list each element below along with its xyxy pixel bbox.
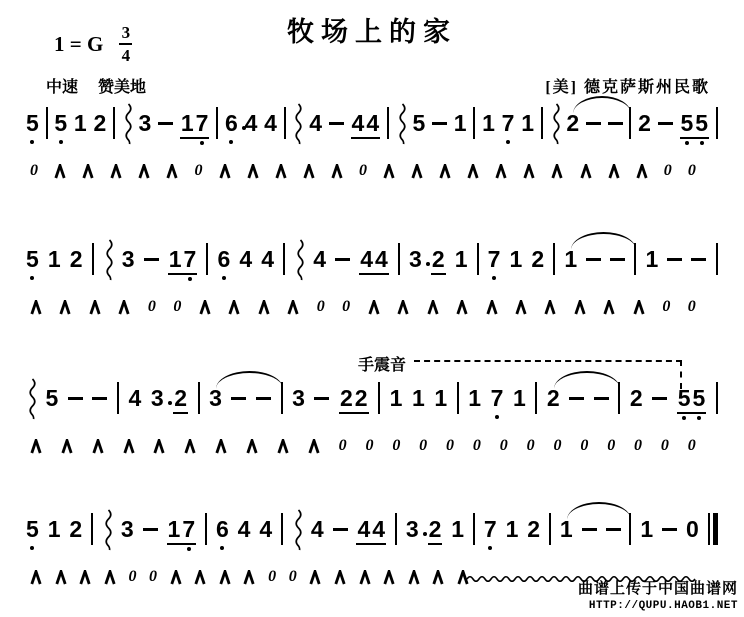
augmentation-dot (426, 262, 430, 266)
note: 1 (468, 385, 482, 411)
dash-sustain (158, 122, 173, 125)
breath-draw-mark (277, 439, 289, 454)
breath-blow-mark: 0 (662, 298, 671, 315)
note: 3 (151, 385, 164, 411)
barline (716, 243, 718, 275)
breath-draw-mark (359, 570, 371, 585)
breath-row-1 (26, 162, 718, 180)
breath-draw-mark (275, 164, 287, 179)
barline (281, 513, 283, 545)
note: 4 (128, 385, 142, 411)
breath-draw-mark (551, 164, 563, 179)
breath-draw-mark (523, 164, 535, 179)
dash-sustain (256, 397, 271, 400)
breath-draw-mark (258, 300, 270, 315)
low-octave-dot (30, 546, 34, 550)
tempo-marking (46, 74, 146, 97)
breath-draw-mark (55, 570, 67, 585)
breath-draw-mark (89, 300, 101, 315)
breath-blow-mark: 0 (365, 437, 374, 454)
note: 1 (454, 246, 468, 272)
note: 7 (488, 246, 501, 272)
breath-draw-mark (397, 300, 409, 315)
breath-row-2 (26, 298, 718, 316)
note: 5 (26, 516, 39, 542)
note: 7 (502, 110, 515, 136)
barline (378, 382, 380, 414)
breath-draw-mark (215, 439, 227, 454)
breath-draw-mark (303, 164, 315, 179)
dash-sustain (582, 528, 597, 531)
barline (117, 382, 119, 414)
breath-draw-mark (574, 300, 586, 315)
beamed-note-group (356, 516, 386, 545)
breath-draw-mark (383, 164, 395, 179)
breath-draw-mark (246, 439, 258, 454)
note-row-3 (26, 385, 718, 421)
final-barline (708, 513, 718, 545)
tie-arc (573, 96, 632, 114)
note: 4 (313, 246, 327, 272)
dash-sustain (314, 397, 329, 400)
low-octave-dot (506, 140, 510, 144)
note-row-4 (26, 516, 718, 552)
note: 5 (26, 246, 39, 272)
breath-draw-mark (456, 300, 468, 315)
augmentation-dot (168, 401, 172, 405)
breath-blow-mark: 0 (194, 162, 203, 179)
note: 5 (26, 110, 39, 136)
dash-sustain (652, 397, 667, 400)
dash-sustain (335, 258, 350, 261)
note: 1 (512, 385, 526, 411)
breath-blow-mark: 0 (30, 162, 38, 179)
origin-attribution: [美] 德克萨斯州民歌 (545, 79, 710, 96)
final-barline-thin (708, 513, 710, 545)
breath-draw-mark (383, 570, 395, 585)
note-digit: 1 (167, 516, 181, 542)
breath-blow-mark: 0 (472, 437, 481, 454)
breath-draw-mark (495, 164, 507, 179)
low-octave-dot (187, 547, 191, 551)
breath-draw-mark (54, 164, 66, 179)
dash-sustain (606, 528, 621, 531)
beamed-note-group (351, 110, 381, 139)
note-row-1 (26, 110, 718, 146)
low-octave-dot (59, 140, 63, 144)
dash-sustain (610, 258, 625, 261)
note: 3 (121, 246, 135, 272)
note: 1 (559, 516, 573, 542)
note: 2 (173, 385, 188, 414)
breath-blow-mark: 0 (687, 162, 696, 179)
breath-draw-mark (247, 164, 259, 179)
augmentation-dot (423, 532, 427, 536)
breath-draw-mark (486, 300, 498, 315)
note: 4 (310, 516, 324, 542)
breath-draw-mark (82, 164, 94, 179)
note: 6 (225, 110, 238, 136)
dash-sustain (432, 122, 447, 125)
breath-blow-mark: 0 (446, 437, 455, 454)
note: 1 (645, 246, 659, 272)
tie-arc (216, 371, 284, 389)
breath-draw-mark (515, 300, 527, 315)
dash-sustain (691, 258, 706, 261)
note: 2 (428, 516, 443, 545)
breath-draw-mark (408, 570, 420, 585)
time-signature-denominator: 4 (121, 46, 131, 65)
note: 4 (259, 516, 273, 542)
breath-draw-mark (166, 164, 178, 179)
note: 1 (640, 516, 654, 542)
breath-draw-mark (439, 164, 451, 179)
glissando-icon (292, 103, 302, 145)
breath-blow-mark: 0 (149, 568, 158, 585)
barline (716, 382, 718, 414)
score-title: 牧场上的家 (287, 17, 457, 47)
note: 6 (217, 246, 230, 272)
breath-blow-mark: 0 (634, 437, 643, 454)
breath-blow-mark: 0 (392, 437, 401, 454)
note-digit: 5 (693, 385, 706, 411)
note: 1 (505, 516, 519, 542)
dash-sustain (658, 122, 673, 125)
breath-draw-mark (30, 300, 42, 315)
breath-blow-mark: 0 (268, 568, 277, 585)
low-octave-dot (30, 140, 34, 144)
barline (216, 107, 218, 139)
time-signature-numerator: 3 (121, 23, 131, 42)
glissando-icon (122, 103, 132, 145)
low-octave-dot (492, 276, 496, 280)
beamed-note-group (359, 246, 389, 275)
breath-draw-mark (427, 300, 439, 315)
note: 2 (546, 385, 560, 411)
breath-blow-mark: 0 (358, 162, 367, 179)
note: 7 (484, 516, 497, 542)
breath-blow-mark: 0 (526, 437, 535, 454)
note-digit: 2 (339, 385, 353, 411)
breath-draw-mark (544, 300, 556, 315)
breath-draw-mark (432, 570, 444, 585)
note: 5 (54, 110, 67, 136)
note-digit: 1 (180, 110, 194, 136)
note: 2 (431, 246, 446, 275)
dash-sustain (231, 397, 246, 400)
note-digit: 2 (354, 385, 368, 411)
note-digit: 7 (182, 516, 195, 542)
breath-draw-mark (61, 439, 73, 454)
barline (398, 243, 400, 275)
breath-draw-mark (30, 439, 42, 454)
breath-draw-mark (243, 570, 255, 585)
breath-draw-mark (153, 439, 165, 454)
breath-draw-mark (104, 570, 116, 585)
breath-blow-mark: 0 (687, 298, 696, 315)
note: 2 (69, 516, 83, 542)
barline (535, 382, 537, 414)
note-digit: 7 (196, 110, 209, 136)
note: 2 (629, 385, 643, 411)
note-digit: 4 (366, 110, 380, 136)
note: 1 (482, 110, 495, 136)
breath-blow-mark: 0 (338, 437, 347, 454)
breath-draw-mark (123, 439, 135, 454)
dash-sustain (667, 258, 682, 261)
dash-sustain (586, 258, 601, 261)
breath-draw-mark (92, 439, 104, 454)
note: 4 (309, 110, 323, 136)
expression-text: 赞美地 (98, 79, 147, 96)
breath-blow-mark: 0 (316, 298, 325, 315)
breath-draw-mark (59, 300, 71, 315)
note: 5 (45, 385, 59, 411)
barline (716, 107, 718, 139)
note-digit: 4 (351, 110, 365, 136)
note: 1 (47, 516, 61, 542)
breath-draw-mark (411, 164, 423, 179)
key-label: 1 = G (54, 31, 104, 56)
note: 1 (434, 385, 448, 411)
barline (206, 243, 208, 275)
note: 1 (509, 246, 523, 272)
note: 1 (521, 110, 535, 136)
low-octave-dot (488, 546, 492, 550)
dash-sustain (662, 528, 677, 531)
note: 5 (412, 110, 426, 136)
hand-vibrato-label: 手震音 (358, 357, 407, 374)
breath-blow-mark: 0 (342, 298, 351, 315)
breath-draw-mark (170, 570, 182, 585)
dash-sustain (608, 122, 623, 125)
breath-draw-mark (309, 570, 321, 585)
barline (541, 107, 543, 139)
tie-arc (571, 232, 637, 250)
dash-sustain (594, 397, 609, 400)
glissando-icon (550, 103, 560, 145)
note-digit: 5 (678, 385, 691, 411)
barline (457, 382, 459, 414)
note-digit: 4 (360, 246, 374, 272)
note: 2 (566, 110, 580, 136)
music-line-4 (26, 516, 718, 586)
barline (473, 513, 475, 545)
dash-sustain (143, 528, 158, 531)
note-digit: 7 (184, 246, 197, 272)
glissando-icon (103, 239, 113, 281)
low-octave-dot (495, 415, 499, 419)
note-digit: 5 (695, 110, 708, 136)
barline (284, 107, 286, 139)
glissando-icon (102, 509, 112, 551)
note: 1 (451, 516, 465, 542)
breath-draw-mark (199, 300, 211, 315)
note: 6 (216, 516, 229, 542)
note: 1 (47, 246, 61, 272)
breath-draw-mark (608, 164, 620, 179)
breath-blow-mark: 0 (173, 298, 182, 315)
note-digit: 1 (168, 246, 182, 272)
note: 3 (292, 385, 305, 411)
note: 3 (409, 246, 422, 272)
tie-arc (567, 502, 632, 520)
breath-draw-mark (79, 570, 91, 585)
note: 7 (491, 385, 504, 411)
barline (395, 513, 397, 545)
note-digit: 4 (375, 246, 388, 272)
note: 3 (138, 110, 152, 136)
low-octave-dot (220, 546, 224, 550)
beamed-note-group (339, 385, 369, 414)
breath-draw-mark (603, 300, 615, 315)
hand-vibrato-annotation (358, 352, 708, 388)
note: 2 (69, 246, 83, 272)
note: 2 (93, 110, 107, 136)
low-octave-dot (188, 277, 192, 281)
note: 4 (244, 110, 258, 136)
barline (205, 513, 207, 545)
breath-blow-mark: 0 (580, 437, 589, 454)
note: 1 (73, 110, 87, 136)
low-octave-dot (222, 276, 226, 280)
note: 2 (527, 516, 541, 542)
breath-draw-mark (287, 300, 299, 315)
beamed-note-group (180, 110, 210, 139)
note: 4 (239, 246, 253, 272)
dash-sustain (586, 122, 601, 125)
breath-draw-mark (184, 439, 196, 454)
breath-blow-mark: 0 (663, 162, 672, 179)
tempo-text: 中速 (46, 79, 79, 96)
low-octave-dot (682, 416, 686, 420)
breath-draw-mark (331, 164, 343, 179)
barline (473, 107, 475, 139)
dash-sustain (92, 397, 107, 400)
beamed-note-group (167, 516, 197, 545)
breath-blow-mark: 0 (288, 568, 297, 585)
breath-draw-mark (308, 439, 320, 454)
breath-draw-mark (368, 300, 380, 315)
breath-draw-mark (110, 164, 122, 179)
low-octave-dot (700, 141, 704, 145)
low-octave-dot (30, 276, 34, 280)
music-line-3 (26, 357, 718, 455)
music-line-2 (26, 246, 718, 316)
dash-sustain (68, 397, 83, 400)
note: 1 (412, 385, 425, 411)
breath-draw-mark (30, 570, 42, 585)
breath-draw-mark (334, 570, 346, 585)
dash-sustain (333, 528, 348, 531)
beamed-note-group (168, 246, 198, 275)
low-octave-dot (229, 140, 233, 144)
breath-draw-mark (219, 570, 231, 585)
note-digit: 5 (681, 110, 694, 136)
note: 3 (209, 385, 222, 411)
barline (46, 107, 48, 139)
barline (92, 243, 94, 275)
breath-blow-mark: 0 (147, 298, 156, 315)
note: 1 (564, 246, 578, 272)
note: 3 (120, 516, 134, 542)
glissando-icon (396, 103, 406, 145)
breath-draw-mark (219, 164, 231, 179)
glissando-icon (292, 509, 302, 551)
breath-draw-mark (194, 570, 206, 585)
breath-blow-mark: 0 (687, 437, 696, 454)
barline (91, 513, 93, 545)
site-watermark (578, 579, 738, 613)
note: 3 (406, 516, 419, 542)
note: 4 (261, 246, 275, 272)
breath-draw-mark (580, 164, 592, 179)
barline (283, 243, 285, 275)
breath-draw-mark (636, 164, 648, 179)
dash-sustain (569, 397, 584, 400)
watermark-text: 曲谱上传于中国曲谱网 (577, 580, 738, 598)
note: 4 (264, 110, 277, 136)
final-barline-thick (713, 513, 718, 545)
breath-blow-mark: 0 (499, 437, 508, 454)
note-row-2 (26, 246, 718, 282)
dash-sustain (329, 122, 344, 125)
watermark-url: HTTP://QUPU.HAOB1.NET (588, 599, 738, 612)
breath-draw-mark (118, 300, 130, 315)
breath-row-3 (26, 437, 718, 455)
dash-sustain (144, 258, 159, 261)
low-octave-dot (697, 416, 701, 420)
breath-blow-mark: 0 (660, 437, 669, 454)
note-digit: 4 (357, 516, 371, 542)
breath-blow-mark: 0 (607, 437, 616, 454)
note: 0 (685, 516, 699, 542)
barline (198, 382, 200, 414)
breath-draw-mark (228, 300, 240, 315)
note: 1 (389, 385, 403, 411)
barline (387, 107, 389, 139)
breath-blow-mark: 0 (128, 568, 137, 585)
note: 1 (453, 110, 467, 136)
barline (549, 513, 551, 545)
note: 2 (531, 246, 545, 272)
beamed-note-group (680, 110, 710, 139)
note-digit: 4 (372, 516, 386, 542)
glissando-icon (26, 378, 36, 420)
breath-blow-mark: 0 (419, 437, 428, 454)
breath-draw-mark (633, 300, 645, 315)
note: 4 (237, 516, 251, 542)
note: 2 (638, 110, 651, 136)
low-octave-dot (685, 141, 689, 145)
glissando-icon (294, 239, 304, 281)
barline (477, 243, 479, 275)
barline (553, 243, 555, 275)
low-octave-dot (200, 141, 204, 145)
barline (113, 107, 115, 139)
music-line-1 (26, 110, 718, 180)
breath-draw-mark (467, 164, 479, 179)
breath-draw-mark (138, 164, 150, 179)
breath-blow-mark: 0 (553, 437, 562, 454)
beamed-note-group (677, 385, 707, 414)
